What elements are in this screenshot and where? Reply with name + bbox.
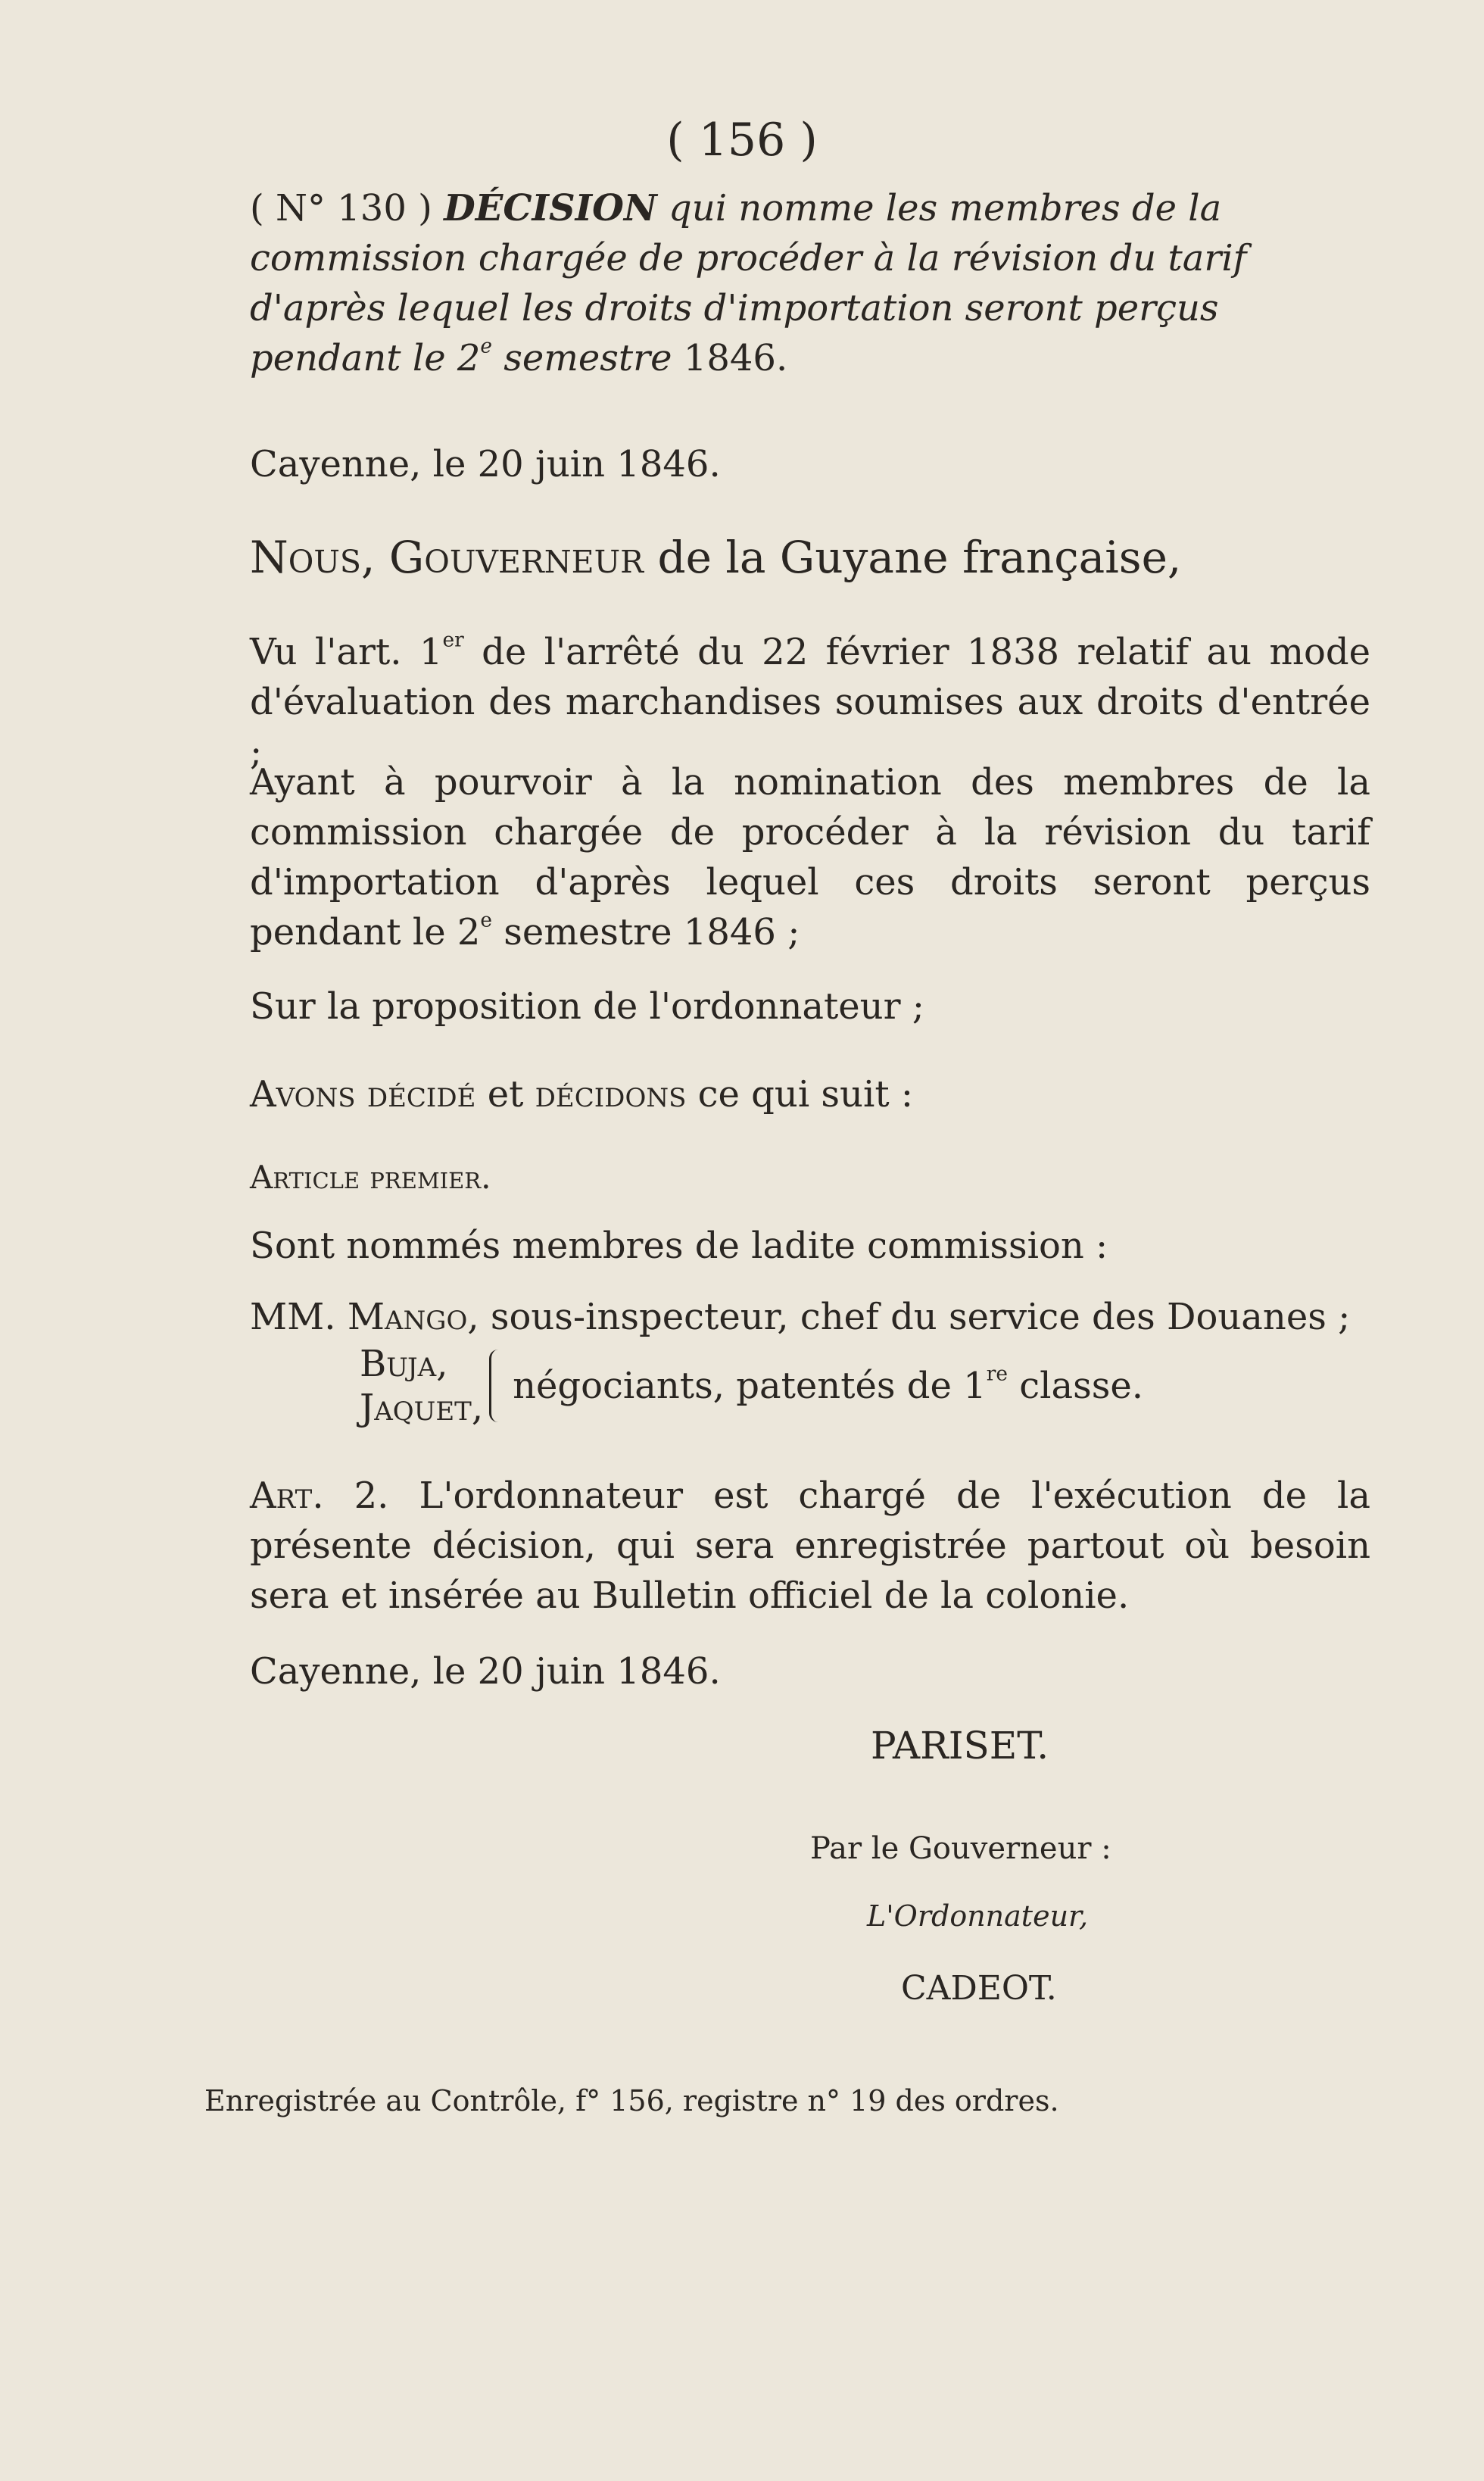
dateline: Cayenne, le 20 juin 1846.: [250, 443, 721, 485]
closing-date: Cayenne, le 20 juin 1846.: [250, 1650, 721, 1693]
member-mango: [250, 1292, 1370, 1342]
vu-text-a: Vu l'art. 1: [250, 631, 443, 673]
art2-label: Art. 2.: [250, 1475, 389, 1517]
decision-year: 1846.: [683, 337, 788, 379]
page-number: ( 156 ): [666, 114, 818, 167]
art2-text: L'ordonnateur est chargé de l'exécution de la présente décision, qui sera enregistrée partout où besoin sera et insérée au Bulletin officiel de la colonie.: [250, 1475, 1370, 1617]
et-word: et: [487, 1073, 524, 1116]
decide-word: décidé: [366, 1073, 476, 1116]
signature-cadeot: CADEOT.: [901, 1969, 1057, 2008]
member-name: Mango: [347, 1296, 468, 1338]
paragraph-vu: [250, 627, 1370, 777]
par-le-gouverneur: Par le Gouverneur :: [810, 1831, 1111, 1866]
negociants-role: [513, 1362, 1143, 1407]
member-name: Buja,: [360, 1343, 448, 1385]
preamble-rest: de la Guyane française,: [657, 532, 1182, 583]
signature-pariset: PARISET.: [871, 1724, 1049, 1768]
decidons-word: décidons: [535, 1073, 687, 1116]
paragraph-avons: [250, 1069, 1370, 1119]
paragraph-art2: [250, 1471, 1370, 1621]
member-name: Jaquet,: [360, 1387, 484, 1429]
ordonnateur-title: L'Ordonnateur,: [867, 1899, 1089, 1933]
members-list: [250, 1292, 1370, 1430]
negociants-text-b: classe.: [1019, 1365, 1143, 1407]
member-role: , sous-inspecteur, chef du service des Douanes ;: [467, 1296, 1351, 1338]
mm-label: MM.: [250, 1296, 336, 1338]
vu-text-b: de l'arrêté du 22 février 1838 relatif au mode d'évaluation des marchandises soumises aux droits d'entrée ;: [250, 631, 1371, 773]
superscript: e: [480, 908, 493, 932]
preamble-nous: Nous: [250, 532, 362, 583]
preamble: Nous, Gouverneur de la Guyane française,: [250, 532, 1182, 583]
decision-subject-tail: semestre: [504, 337, 672, 379]
article-premier-heading: Article premier.: [250, 1159, 491, 1196]
ayant-text-b: semestre 1846 ;: [504, 911, 800, 953]
brace-icon: [489, 1350, 505, 1422]
preamble-gouverneur: Gouverneur: [388, 532, 644, 583]
decision-title: DÉCISION: [444, 187, 657, 229]
decision-number: ( N° 130 ): [250, 187, 432, 229]
decision-heading: [250, 183, 1370, 383]
registration-note: Enregistrée au Contrôle, f° 156, registre n° 19 des ordres.: [204, 2084, 1059, 2117]
superscript: er: [442, 628, 464, 652]
ayant-text-a: Ayant à pourvoir à la nomination des membres de la commission chargée de procéder à la révision du tarif d'importation d'après lequel ces droits seront perçus pendant le 2: [250, 761, 1370, 953]
superscript: e: [480, 334, 493, 358]
avons-rest: ce qui suit :: [697, 1073, 914, 1116]
negociants-text-a: négociants, patentés de 1: [513, 1365, 987, 1407]
avons-word: Avons: [250, 1073, 356, 1116]
decision-subject: qui nomme les membres de la commission chargée de procéder à la révision du tarif d'après lequel les droits d'importation seront perçus pendant le 2: [250, 187, 1247, 379]
paragraph-sont-nommes: Sont nommés membres de ladite commission :: [250, 1225, 1108, 1267]
paragraph-proposition: Sur la proposition de l'ordonnateur ;: [250, 985, 924, 1028]
superscript: re: [986, 1362, 1008, 1386]
member-negociants: [250, 1342, 1370, 1430]
paragraph-ayant: [250, 757, 1370, 957]
negociants-names: [360, 1342, 483, 1430]
